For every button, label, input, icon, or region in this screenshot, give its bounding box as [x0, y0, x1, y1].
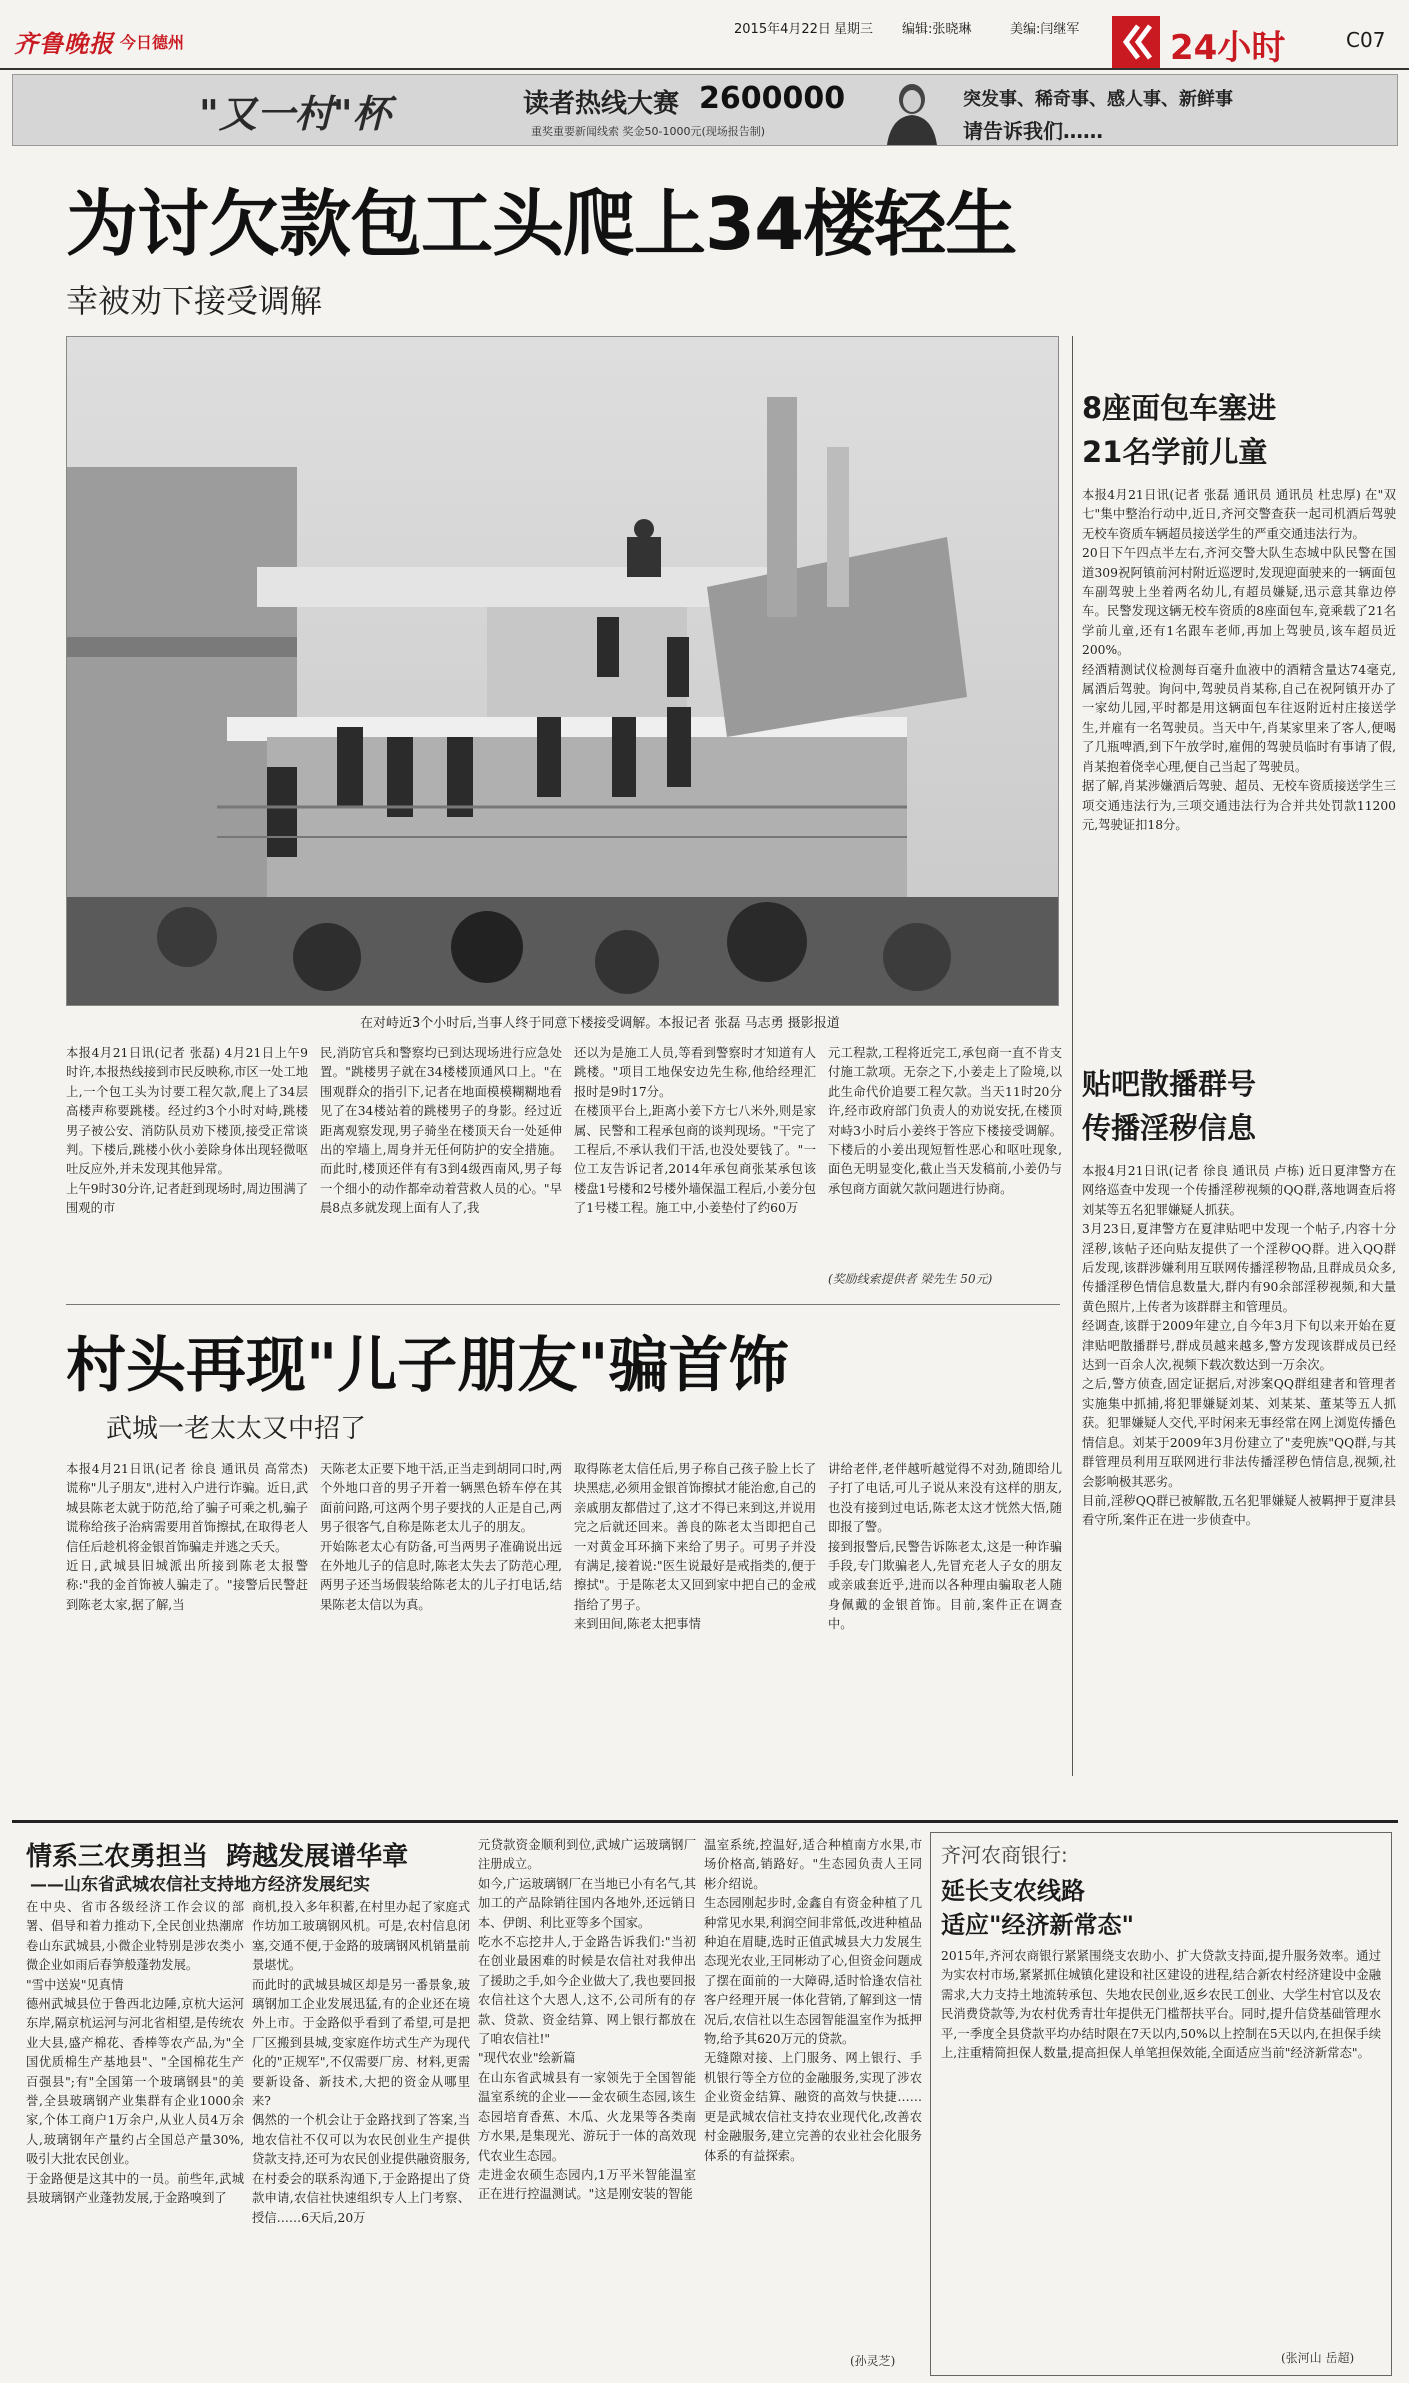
newspaper-logo: 齐鲁晚报 — [14, 29, 114, 58]
issue-weekday: 星期三 — [834, 22, 874, 37]
feature-column-1: 在中央、省市各级经济工作会议的部署、倡导和着力推动下,全民创业热潮席卷山东武城县,小微企业特别是涉农类小微企业如雨后春笋般蓬勃发展。 "雪中送炭"见真情 德州武城县位于鲁西北边陲,京杭大运河东岸,隔京杭运河与河北省相望,是传统农业大县,盛产棉花、香棒等农产品,为"全国优质棉生产基地县"、"全国棉花生产百强县";有"全国第一个玻璃钢县"的美誉,全县玻璃钢产业集群有企业1000余家,个体工商户1万余户,从业人员4万余人,玻璃钢年产量约占全国总产量30%,吸引大批农民创业。 于金路便是这其中的一员。前些年,武城县玻璃钢产业蓬勃发展,于金路嗅到了 — [26, 1900, 244, 2206]
story2-column-4: 讲给老伴,老伴越听越觉得不对劲,随即给儿子打了电话,可儿子说从来没有这样的朋友,也没有接到过电话,陈老太这才恍然大悟,随即报了警。 接到报警后,民警告诉陈老太,这是一种诈骗手段,专门欺骗老人,先冒充老人子女的朋友或亲戚套近乎,进而以各种理由骗取老人随身佩戴的金银首饰。目前,案件正在调查中。 — [828, 1462, 1062, 1632]
masthead — [0, 0, 1409, 70]
feature-column-2: 商机,投入多年积蓄,在村里办起了家庭式作坊加工玻璃钢风机。可是,农村信息闭塞,交通不便,于金路的玻璃钢风机销量前景堪忧。 而此时的武城县城区却是另一番景象,玻璃钢加工企业发展迅猛,有的企业还在境外上市。于金路似乎看到了希望,可是把厂区搬到县城,变家庭作坊式生产为现代化的"正规军",不仅需要厂房、材料,更需要新设备、新技术,大把的资金从哪里来? 偶然的一个机会让于金路找到了答案,当地农信社不仅可以为农民创业生产提供贷款支持,还可为农民创业提供融资服务,在村委会的联系沟通下,于金路提出了贷款申请,农信社快速组织专人上门考察、授信……6天后,20万 — [252, 1900, 470, 2225]
banner-note: 重奖重要新闻线索 奖金50-1000元(现场报告制) — [531, 125, 766, 138]
issue-date: 2015年4月22日 — [734, 22, 831, 37]
bank-box — [930, 1832, 1392, 2376]
story1-photo — [66, 336, 1059, 1006]
story1-photo-caption: 在对峙近3个小时后,当事人终于同意下楼接受调解。本报记者 张磊 马志勇 摄影报道 — [360, 1016, 840, 1031]
story1-column-4: 元工程款,工程将近完工,承包商一直不肯支付施工款项。无奈之下,小姜走上了险境,以此生命代价追要工程欠款。当天11时20分许,经市政府部门负责人的劝说安抚,在楼顶对峙3小时后小姜终于答应下楼接受调解。下楼后的小姜出现短暂性恶心和呕吐现象,面色无明显变化,截止当天发稿前,小姜仍与承包商方面就欠款问题进行协商。 — [828, 1046, 1062, 1196]
feature-column-4: 温室系统,控温好,适合种植南方水果,市场价格高,销路好。"生态园负责人王同彬介绍说。 生态园刚起步时,金鑫自有资金种植了几种常见水果,利润空间非常低,改进种植品种迫在眉睫,选时正值武城县大力发展生态现光农业,王同彬动了心,但资金问题成了摆在面前的一大障碍,适时恰逢农信社客户经理开展一体化营销,了解到这一情况后,农信社以生态园智能温室作为抵押物,给予其620万元的贷款。 无缝隙对接、上门服务、网上银行、手机银行等全方位的金融服务,实现了涉农企业资金结算、融资的高效与快捷……更是武城农信社支持农业现代化,改善农村金融服务,建立完善的农业社会化服务体系的有益探索。 — [704, 1838, 922, 2163]
story2-column-1: 本报4月21日讯(记者 徐良 通讯员 高常杰) 谎称"儿子朋友",进村入户进行诈骗。近日,武城县陈老太就于防范,给了骗子可乘之机,骗子谎称给孩子治病需要用首饰擦拭,在取得老人信任后趁机将金银首饰骗走并逃之夭夭。 近日,武城县旧城派出所接到陈老太报警称:"我的金首饰被人骗走了。"接警后民警赶到陈老太家,据了解,当 — [66, 1462, 308, 1612]
section-label: 今日德州 — [120, 33, 185, 52]
story1-column-1: 本报4月21日讯(记者 张磊) 4月21日上午9时许,本报热线接到市民反映称,市区一处工地上,一个包工头为讨要工程欠款,爬上了34层高楼声称要跳楼。经过约3个小时对峙,跳楼男子被公安、消防队员劝下楼顶,接受正常谈判。下楼后,跳楼小伙小姜除身体出现轻微呕吐反应外,并未发现其他异常。 上午9时30分许,记者赶到现场时,周边围满了围观的市 — [66, 1046, 308, 1216]
story1-tip-credit: (奖励线索提供者 梁先生 50元) — [828, 1272, 993, 1286]
story2-column-3: 取得陈老太信任后,男子称自己孩子脸上长了块黑痣,必须用金银首饰擦拭才能治愈,自己的亲戚朋友都借过了,这才不得已来到这,并说用完之后就还回来。善良的陈老太当即把自己一对黄金耳环摘下来给了男子。可男子并没有满足,接着说:"医生说最好是戒指类的,便于擦拭"。于是陈老太又回到家中把自己的金戒指给了男子。 来到田间,陈老太把事情 — [574, 1462, 816, 1632]
banner-woman-photo — [881, 79, 943, 145]
side1-body: 本报4月21日讯(记者 张磊 通讯员 通讯员 杜忠厚) 在"双七"集中整治行动中,近日,齐河交警查获一起司机酒后驾驶无校车资质车辆超员接送学生的严重交通违法行为。 20日下午四点半左右,齐河交警大队生态城中队民警在国道309祝阿镇前河村附近巡逻时,发现迎面驶来的一辆面包车副驾驶上坐着两名幼儿,有超员嫌疑,迅示意其靠边停车。民警发现这辆无校车资质的8座面包车,竟乘载了21名学前儿童,还有1名跟车老师,再加上驾驶员,该车超员近200%。 经酒精测试仪检测每百毫升血液中的酒精含量达74毫克,属酒后驾驶。询问中,驾驶员肖某称,自己在祝阿镇开办了一家幼儿园,平时都是用这辆面包车往返附近村庄接送学生,并雇有一名驾驶员。当天中午,肖某家里来了客人,便喝了几瓶啤酒,到下午放学时,雇佣的驾驶员临时有事请了假,肖某抱着侥幸心理,便自己当起了驾驶员。 据了解,肖某涉嫌酒后驾驶、超员、无校车资质接送学生三项交通违法行为,三项交通违法行为合并共处罚款11200元,驾驶证扣18分。 — [1082, 488, 1396, 832]
story1-headline: 为讨欠款包工头爬上34楼轻生 — [66, 182, 1017, 266]
banner-call: 请告诉我们…… — [963, 119, 1103, 143]
editor-credit: 编辑:张晓琳 — [902, 22, 972, 37]
story1-column-2: 民,消防官兵和警察均已到达现场进行应急处置。"跳楼男子就在34楼楼顶通风口上。"在围观群众的指引下,记者在地面模模糊糊地看见了在34楼站着的跳楼男子的身影。经过近距离观察发现,男子骑坐在楼顶天台一处延伸出的窄墙上,周身并无任何防护的安全措施。而此时,楼顶还伴有有3到4级西南风,男子每一个细小的动作都牵动着营救人员的心。"早晨8点多就发现上面有人了,我 — [320, 1046, 562, 1216]
story2-subhead: 武城一老太太又中招了 — [106, 1414, 367, 1444]
bank-title-top: 齐河农商银行: — [941, 1843, 1068, 1867]
column-arrows-icon — [1112, 16, 1160, 68]
masthead-rule — [0, 68, 1409, 70]
bank-title-line1: 延长支农线路 — [941, 1877, 1085, 1905]
story1-subhead: 幸被劝下接受调解 — [66, 282, 323, 320]
feature-subhead: ——山东省武城农信社支持地方经济发展纪实 — [30, 1875, 370, 1895]
designer-credit: 美编:闫继军 — [1010, 22, 1080, 37]
sidebar-divider — [1072, 336, 1073, 1776]
side1-headline-line1: 8座面包车塞进 — [1082, 391, 1277, 425]
bank-body: 2015年,齐河农商银行紧紧围绕支农助小、扩大贷款支持面,提升服务效率。通过为实农村市场,紧紧抓住城镇化建设和社区建设的进程,结合新农村经济建设中金融需求,大力支持土地流转承包、失地农民创业,返乡农民工创业、大学生村官以及农民消费贷款等,为农村优秀青壮年提供无门槛帮扶平台。同时,提升信贷基础管理水平,一季度全县贷款平均办结时限在7天以内,50%以上控制在5天以内,在担保手续上,注重精简担保人数量,提高担保人单笔担保效能,全面适应当前"经济新常态"。 — [941, 1949, 1381, 2061]
hotline-banner — [12, 74, 1398, 146]
story2-headline: 村头再现"儿子朋友"骗首饰 — [66, 1331, 789, 1401]
side1-headline-line2: 21名学前儿童 — [1082, 435, 1268, 469]
column-title: 24小时 — [1170, 28, 1286, 68]
banner-cup-title: "又一村"杯 — [199, 91, 391, 136]
bank-title-line2: 适应"经济新常态" — [941, 1911, 1135, 1939]
side2-headline-line1: 贴吧散播群号 — [1082, 1067, 1257, 1101]
banner-contest: 读者热线大赛 — [523, 89, 680, 119]
feature-column-3: 元贷款资金顺利到位,武城广运玻璃钢厂注册成立。 如今,广运玻璃钢厂在当地已小有名气,其加工的产品除销往国内各地外,还远销日本、伊朗、利比亚等多个国家。 吃水不忘挖井人,于金路告诉我们:"当初在创业最困难的时候是农信社对我伸出了援助之手,如今企业做大了,我也要回报农信社这个大恩人,这不,公司所有的存款、贷款、资金结算、网上银行都放在了咱农信社!" "现代农业"绘新篇 在山东省武城县有一家领先于全国智能温室系统的企业——金农硕生态园,该生态园培育香蕉、木瓜、火龙果等各类南方水果,是集现光、游玩于一体的高效现代农业生态园。 走进金农硕生态园内,1万平米智能温室正在进行控温测试。"这是刚安装的智能 — [478, 1838, 696, 2202]
banner-phone: 2600000 — [699, 81, 846, 116]
banner-tags: 突发事、稀奇事、感人事、新鲜事 — [963, 89, 1233, 110]
feature-headline: 情系三农勇担当 跨越发展谱华章 — [26, 1842, 409, 1872]
feature-signature: (孙灵芝) — [850, 2354, 896, 2368]
story2-column-2: 天陈老太正要下地干活,正当走到胡同口时,两个外地口音的男子开着一辆黑色轿车停在其面前问路,可这两个男子要找的人正是自己,两男子很客气,自称是陈老太儿子的朋友。 开始陈老太心有防备,可当两男子准确说出远在外地儿子的信息时,陈老太失去了防范心理,两男子还当场假装给陈老太的儿子打电话,结果陈老太信以为真。 — [320, 1462, 562, 1612]
side2-body: 本报4月21日讯(记者 徐良 通讯员 卢栋) 近日夏津警方在网络巡查中发现一个传播淫秽视频的QQ群,落地调查后将刘某等五名犯罪嫌疑人抓获。 3月23日,夏津警方在夏津贴吧中发现一个帖子,内容十分淫秽,该帖子还向贴友提供了一个淫秽QQ群。进入QQ群后发现,该群涉嫌利用互联网传播淫秽物品,且群成员众多,传播淫秽色情信息数量大,群内有90余部淫秽视频,和大量黄色照片,上传者为该群群主和管理员。 经调查,该群于2009年建立,自今年3月下旬以来开始在夏津贴吧散播群号,群成员越来越多,警方发现该群成员已经达到一百余人次,视频下载次数达到一万余次。 之后,警方侦查,固定证据后,对涉案QQ群组建者和管理者实施集中抓捕,将犯罪嫌疑刘某、刘某某、董某等五人抓获。犯罪嫌疑人交代,平时闲来无事经常在网上浏览传播色情信息。刘某于2009年3月份建立了"麦兜族"QQ群,与其群管理员利用互联网进行非法传播淫秽色情信息,视频,社会影响极其恶劣。 目前,淫秽QQ群已被解散,五名犯罪嫌疑人被羁押于夏津县看守所,案件正在进一步侦查中。 — [1082, 1164, 1396, 1528]
side2-headline-line2: 传播淫秽信息 — [1082, 1111, 1257, 1145]
page-number: C07 — [1346, 28, 1386, 52]
feature-top-rule — [12, 1820, 1398, 1823]
bank-signature: (张河山 岳超) — [1281, 2351, 1355, 2365]
story-divider — [66, 1304, 1060, 1305]
story1-column-3: 还以为是施工人员,等看到警察时才知道有人跳楼。"项目工地保安边先生称,他给经理汇报时是9时17分。 在楼顶平台上,距离小姜下方七八米外,则是家属、民警和工程承包商的谈判现场。"干完了工程后,不承认我们干活,也没处要钱了。"一位工友告诉记者,2014年承包商张某承包该楼盘1号楼和2号楼外墙保温工程后,小姜分包了1号楼工程。施工中,小姜垫付了约60万 — [574, 1046, 816, 1216]
